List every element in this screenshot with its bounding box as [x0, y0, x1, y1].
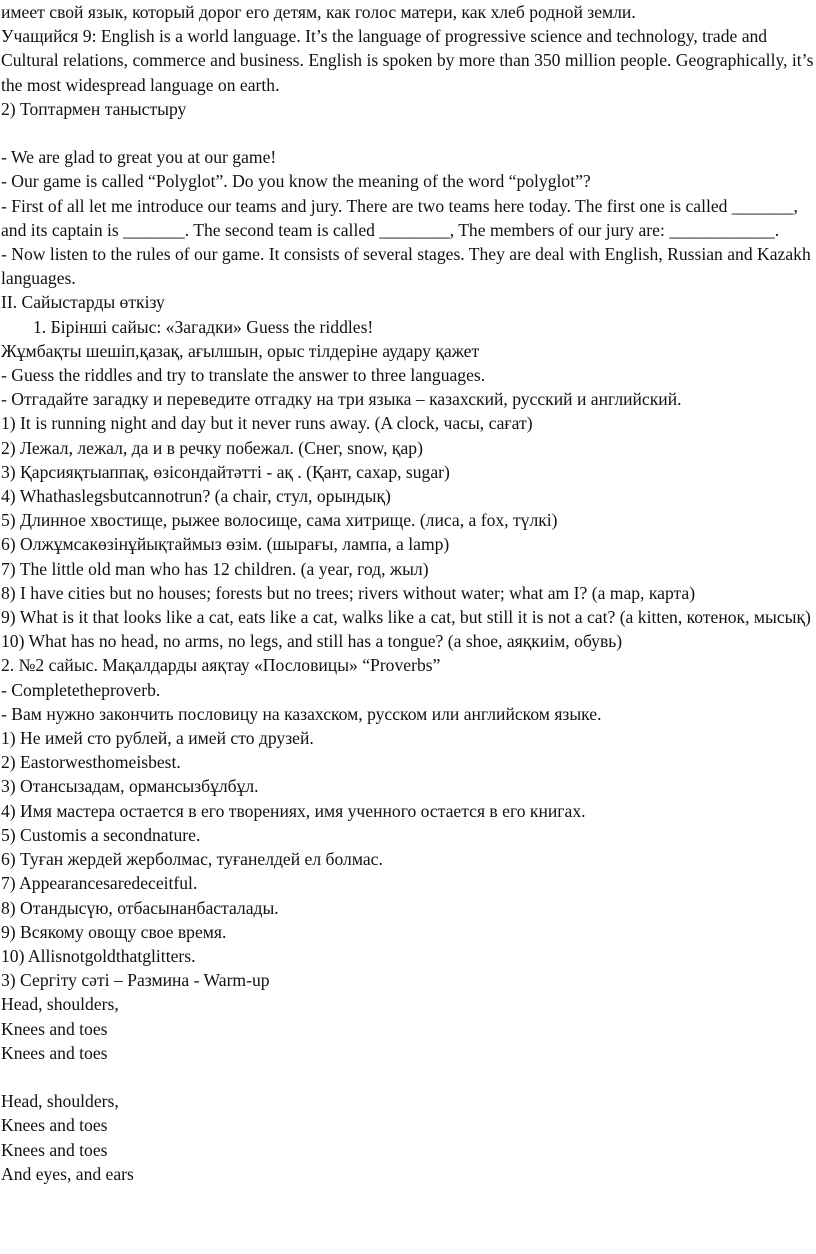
- blank-line: [1, 121, 816, 145]
- proverb-item: 1) Не имей сто рублей, а имей сто друзей.: [1, 728, 314, 749]
- text-line: - We are glad to great you at our game!: [1, 147, 277, 168]
- riddle-item: 2) Лежал, лежал, да и в речку побежал. (Снег, snow, қар): [1, 437, 423, 458]
- text-line: Учащийся 9: English is a world language. It’s the language of progressive science and technology, trade and Cultural relations, commerce and business. English is spoken by more than 350 million people. Geographically, it’s the most widespread language on earth.: [1, 26, 814, 95]
- proverb-item: 2) Eastorwesthomeisbest.: [1, 752, 181, 773]
- riddle-item: 5) Длинное хвостище, рыжее волосище, сама хитрище. (лиса, a fox, түлкі): [1, 510, 558, 531]
- section-heading: 3) Сергіту сәті – Разминa - Warm-up: [1, 970, 270, 991]
- song-line: Knees and toes: [1, 1115, 108, 1136]
- riddle-item: 8) I have cities but no houses; forests but no trees; rivers without water; what am I? (a map, карта): [1, 582, 696, 603]
- text-line: - Guess the riddles and try to translate the answer to three languages.: [1, 365, 486, 386]
- song-line: Head, shoulders,: [1, 994, 119, 1015]
- riddle-item: 9) What is it that looks like a cat, eats like a cat, walks like a cat, but still it is not a cat? (a kitten, котенок, мысық): [1, 607, 811, 628]
- song-line: Knees and toes: [1, 1139, 108, 1160]
- proverb-item: 10) Allisnotgoldthatglitters.: [1, 945, 196, 966]
- riddle-item: 1) It is running night and day but it never runs away. (A clock, часы, сағат): [1, 413, 533, 434]
- song-line: And eyes, and ears: [1, 1163, 134, 1184]
- riddle-item: 6) Олжұмсакөзінұйықтаймыз өзім. (шырағы, лампа, a lamp): [1, 534, 450, 555]
- proverb-item: 3) Отансызадам, ормансызбұлбұл.: [1, 776, 259, 797]
- riddle-item: 10) What has no head, no arms, no legs, and still has a tongue? (a shoe, аяқкиім, обувь): [1, 631, 623, 652]
- proverb-item: 4) Имя мастера остается в его творениях, имя ученного остается в его книгах.: [1, 800, 586, 821]
- riddle-item: 3) Қарсияқтыаппақ, өзісондайтәтті - ақ . (Қант, сахар, sugar): [1, 461, 450, 482]
- text-line: - Отгадайте загадку и переведите отгадку на три языка – казахский, русский и английский.: [1, 389, 682, 410]
- text-line: - Now listen to the rules of our game. It consists of several stages. They are deal with English, Russian and Kazakh languages.: [1, 244, 811, 289]
- section-heading: 2. №2 сайыс. Мақалдарды аяқтау «Пословицы» “Proverbs”: [1, 655, 441, 676]
- text-line: Жұмбақты шешіп,қазақ, ағылшын, орыс тілдеріне аудару қажет: [1, 340, 480, 361]
- section-heading: 2) Топтармен таныстыру: [1, 98, 187, 119]
- song-line: Head, shoulders,: [1, 1091, 119, 1112]
- proverb-item: 8) Отандысүю, отбасынанбасталады.: [1, 897, 279, 918]
- numbered-item: 1. Бірінші сайыс: «Загадки» Guess the riddles!: [33, 316, 374, 337]
- riddle-item: 7) The little old man who has 12 children. (a year, год, жыл): [1, 558, 429, 579]
- text-line: - First of all let me introduce our teams and jury. There are two teams here today. The first one is called _______, and its captain is _______. The second team is called ________, The members of our jury are: ____________.: [1, 195, 798, 240]
- song-line: Knees and toes: [1, 1042, 108, 1063]
- text-line: имеет свой язык, который дорог его детям, как голос матери, как хлеб родной земли.: [1, 2, 636, 22]
- riddle-item: 4) Whathaslegsbutcannotrun? (a chair, стул, орындық): [1, 486, 391, 507]
- text-line: - Вам нужно закончить пословицу на казахском, русском или английском языке.: [1, 703, 602, 724]
- text-line: - Completetheproverb.: [1, 679, 161, 700]
- section-heading: II. Сайыстарды өткізу: [1, 292, 165, 313]
- blank-line: [1, 1065, 816, 1089]
- proverb-item: 7) Appearancesaredeceitful.: [1, 873, 198, 894]
- proverb-item: 9) Всякому овощу свое время.: [1, 921, 227, 942]
- proverb-item: 6) Туған жердей жерболмас, туғанелдей ел болмас.: [1, 849, 383, 870]
- proverb-item: 5) Customis a secondnature.: [1, 824, 201, 845]
- song-line: Knees and toes: [1, 1018, 108, 1039]
- text-line: - Our game is called “Polyglot”. Do you know the meaning of the word “polyglot”?: [1, 171, 591, 192]
